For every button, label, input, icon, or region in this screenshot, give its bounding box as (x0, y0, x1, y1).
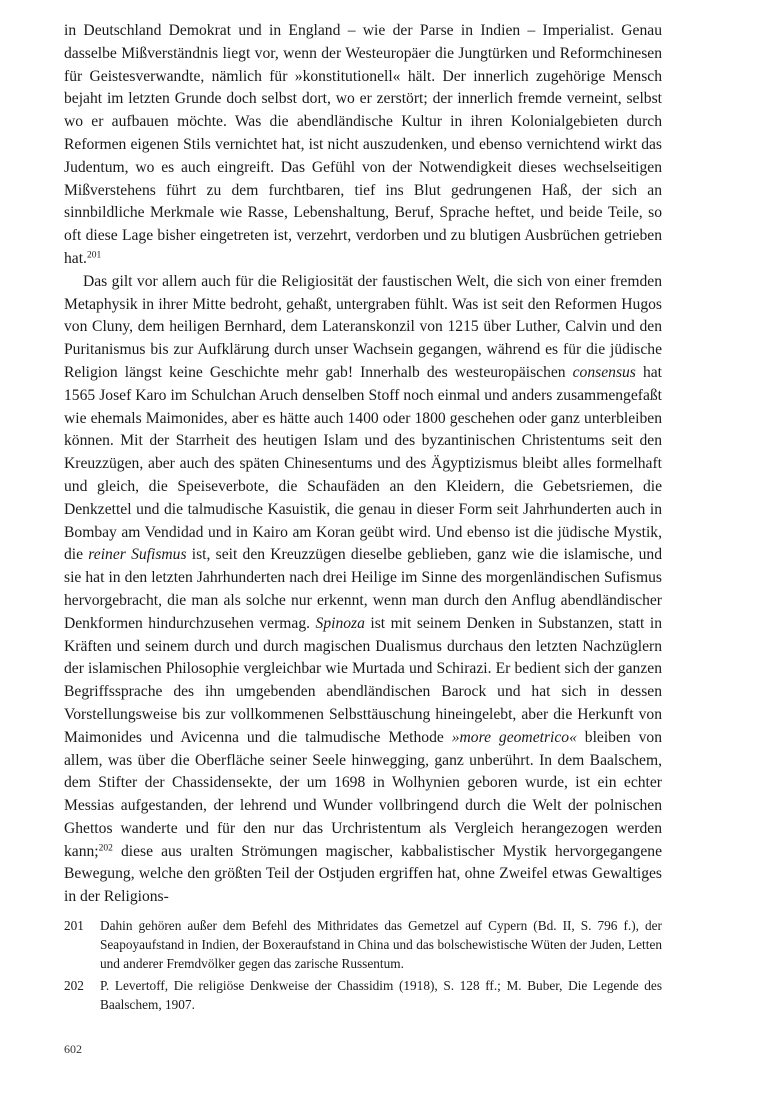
paragraph-2-text-e: bleiben von allem, was über die Oberfläche seiner Seele hinwegging, ganz unberührt. In dem Baalschem, dem Stifter der Chassidensekte, der um 1698 in Wolhynien geboren wurde, ist ein echter Messias aufgestanden, der lehrend und Wunder vollbringend durch die Welt der polnischen Ghettos wanderte und für den nur das Urchristentum als Vergleich herangezogen werden kann; (64, 728, 662, 860)
page-number: 602 (64, 1042, 82, 1056)
footnote-text: Dahin gehören außer dem Befehl des Mithridates das Gemetzel auf Cypern (Bd. II, S. 796 f.), der Seapoyaufstand in Indien, der Boxeraufstand in China und das bolschewistische Wüten der Juden, Letten und anderer Fremdvölker gegen das zarische Russentum. (100, 918, 662, 972)
footnote-ref-202[interactable]: 202 (98, 843, 113, 854)
paragraph-1-text: in Deutschland Demokrat und in England – wie der Parse in Indien – Imperialist. Genau dasselbe Mißverständnis liegt vor, wenn der Westeuropäer die Jungtürken und Reformchinesen für Geistesverwandte, nämlich für »konstitutionell« hält. Der innerlich zugehörige Mensch bejaht im letzten Grunde doch selbst dort, wo er zerstört; der innerlich fremde verneint, selbst wo er aufbauen möchte. Was die abendländische Kultur in ihren Kolonialgebieten durch Reformen eigenen Stils vernichtet hat, ist nicht auszudenken, und ebenso vernichtend wirkt das Judentum, wo es auch eingreift. Das Gefühl von der Notwendigkeit dieses wechselseitigen Mißverstehens führt zu dem furchtbaren, tief ins Blut gedrungenen Haß, der sich an sinnbildliche Merkmale wie Rasse, Lebenshaltung, Beruf, Sprache heftet, und beide Teile, so oft diese Lage bisher eingetreten ist, verzehrt, verdorben und zu blutigen Ausbrüchen getrieben hat. (64, 22, 662, 267)
footnote-text: P. Levertoff, Die religiöse Denkweise der Chassidim (1918), S. 128 ff.; M. Buber, Die Legende des Baalschem, 1907. (100, 977, 662, 1012)
footnote-ref-201[interactable]: 201 (86, 250, 102, 261)
footnote-number: 202 (64, 977, 84, 993)
paragraph-2 (64, 271, 662, 909)
term-reiner-sufismus: reiner Sufismus (88, 546, 187, 564)
footnote-201 (64, 916, 662, 974)
footnote-202 (64, 976, 662, 1014)
page-content (64, 20, 662, 1016)
footnotes (64, 916, 662, 1014)
term-consensus: consensus (572, 363, 636, 381)
paragraph-1 (64, 20, 662, 271)
paragraph-2-text-f: diese aus uralten Strömungen magischer, kabbalistischer Mystik hervorgegangene Bewegung, welche den größten Teil der Ostjuden ergriffen hat, ohne Zweifel etwas Gewaltiges in der Religions- (64, 842, 662, 906)
term-more-geometrico: »more geometrico« (451, 728, 577, 746)
paragraph-2-text-a: Das gilt vor allem auch für die Religiosität der faustischen Welt, die sich von einer fremden Metaphysik in ihrer Mitte bedroht, gehaßt, untergraben fühlt. Was ist seit den Reformen Hugos von Cluny, dem heiligen Bernhard, dem Lateranskonzil von 1215 über Luther, Calvin und den Puritanismus bis zur Aufklärung durch unser Wachsein gegangen, während es für die jüdische Religion längst keine Geschichte mehr gab! Innerhalb des westeuropäischen (64, 272, 662, 381)
paragraph-2-text-d: ist mit seinem Denken in Substanzen, statt in Kräften und seinem durch und durch magischen Dualismus durchaus den letzten Nachzüglern der islamischen Philosophie vergleichbar wie Murtada und Schirazi. Er bedient sich der ganzen Begriffssprache des ihn umgebenden abendländischen Barock und hat sich in dessen Vorstellungsweise bis zur vollkommenen Selbsttäuschung hineingelebt, aber die Herkunft von Maimonides und Avicenna und die talmudische Methode (64, 614, 662, 746)
term-spinoza: Spinoza (315, 614, 365, 632)
footnote-number: 201 (64, 918, 84, 934)
paragraph-2-text-c: ist, seit den Kreuzzügen dieselbe geblieben, ganz wie die islamische, und sie hat in den letzten Jahrhunderten nach drei Heilige im Sinne des morgenländischen Sufismus hervorgebracht, die man als solche nur erkennt, wenn man durch den Anflug abendländischer Denkformen hindurchzusehen vermag. (64, 546, 663, 632)
paragraph-2-text-b: hat 1565 Josef Karo im Schulchan Aruch denselben Stoff noch einmal und anders zusammengefaßt wie ehemals Maimonides, aber es hätte auch 1400 oder 1800 geschehen oder ganz unterbleiben können. Mit der Starrheit des heutigen Islam und des byzantinischen Christentums seit den Kreuzzügen, aber auch des späten Chinesentums und des Ägyptizismus bleibt alles formelhaft und gleich, die Speiseverbote, die Schaufäden an den Kleidern, die Gebetsriemen, die Denkzettel und die talmudische Kasuistik, die genau in dieser Form seit Jahrhunderten auch in Bombay am Vendidad und in Kairo am Koran geübt wird. Und ebenso ist die jüdische Mystik, die (64, 363, 662, 564)
